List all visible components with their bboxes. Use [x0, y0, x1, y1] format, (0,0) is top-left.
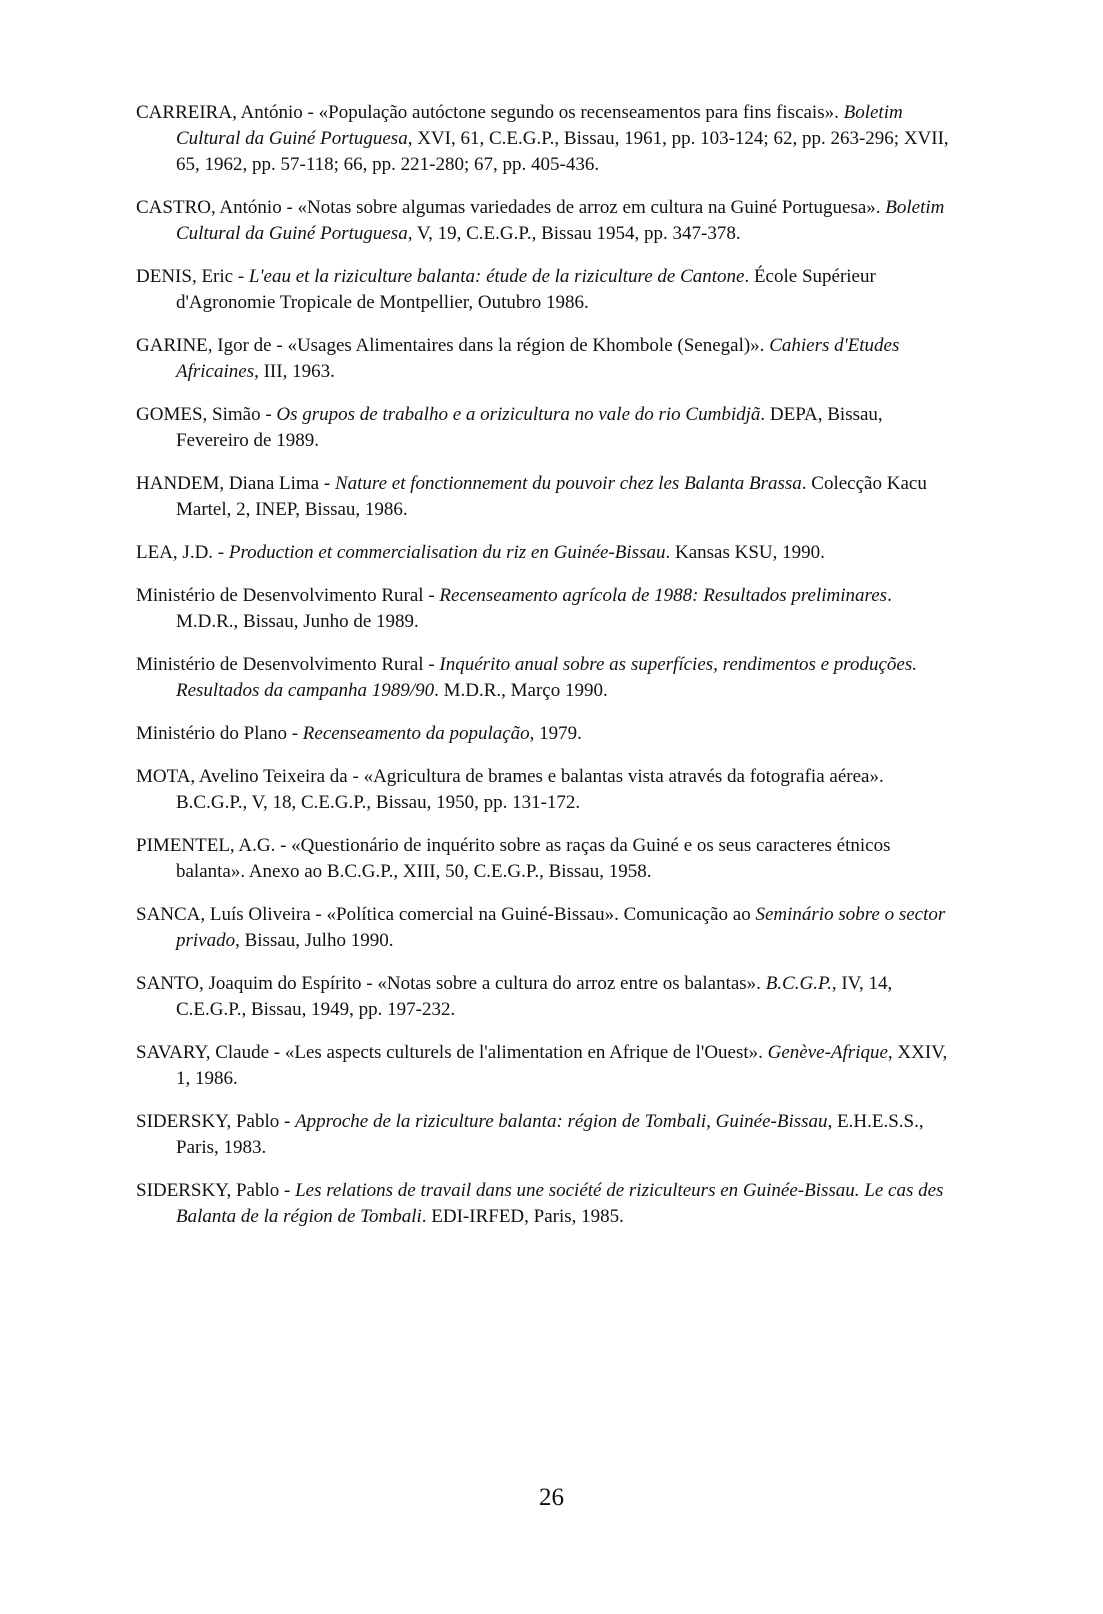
entry-author: SIDERSKY, Pablo -: [136, 1180, 296, 1201]
entry-author: LEA, J.D. -: [136, 542, 229, 563]
bibliography-entry: [136, 402, 956, 454]
entry-details: , Bissau, Julho 1990.: [235, 930, 394, 951]
entry-author: CASTRO, António -: [136, 197, 298, 218]
entry-author: SAVARY, Claude -: [136, 1042, 285, 1063]
entry-details: . M.D.R., Bissau, Junho de 1989.: [176, 585, 892, 632]
entry-title: Nature et fonctionnement du pouvoir chez les Balanta Brassa: [334, 473, 802, 494]
entry-details: , V, 19, C.E.G.P., Bissau 1954, pp. 347-378.: [407, 223, 741, 244]
entry-details: . École Supérieur d'Agronomie Tropicale de Montpellier, Outubro 1986.: [176, 266, 876, 313]
entry-author: HANDEM, Diana Lima -: [136, 473, 335, 494]
entry-details: . Kansas KSU, 1990.: [665, 542, 825, 563]
entry-details: , 1979.: [529, 723, 582, 744]
entry-details: , XVI, 61, C.E.G.P., Bissau, 1961, pp. 103-124; 62, pp. 263-296; XVII, 65, 1962, pp. 57-118; 66, pp. 221-280; 67, pp. 405-436.: [176, 128, 949, 175]
entry-title: Recenseamento da população: [302, 723, 530, 744]
bibliography-entry: [136, 264, 956, 316]
entry-details: . DEPA, Bissau, Fevereiro de 1989.: [176, 404, 883, 451]
entry-details: . Colecção Kacu Martel, 2, INEP, Bissau, 1986.: [176, 473, 927, 520]
entry-text: «Política comercial na Guiné-Bissau». Comunicação ao: [326, 904, 756, 925]
entry-title: Recenseamento agrícola de 1988: Resultados preliminares: [439, 585, 888, 606]
entry-details: , E.H.E.S.S., Paris, 1983.: [176, 1111, 924, 1158]
entry-text: «Questionário de inquérito sobre as raças da Guiné e os seus caracteres étnicos balanta». Anexo ao B.C.G.P., XIII, 50, C.E.G.P., Bissau, 1958.: [176, 835, 891, 882]
entry-author: CARREIRA, António -: [136, 102, 319, 123]
entry-title: Os grupos de trabalho e a orizicultura no vale do rio Cumbidjã: [276, 404, 761, 425]
entry-author: DENIS, Eric -: [136, 266, 249, 287]
entry-author: GARINE, Igor de -: [136, 335, 288, 356]
entry-author: SANCA, Luís Oliveira -: [136, 904, 327, 925]
bibliography-entry: [136, 195, 956, 247]
entry-author: SANTO, Joaquim do Espírito -: [136, 973, 378, 994]
entry-author: SIDERSKY, Pablo -: [136, 1111, 296, 1132]
entry-title: Boletim Cultural da Guiné Portuguesa: [176, 102, 903, 149]
bibliography-entry: [136, 1178, 956, 1230]
entry-title: Production et commercialisation du riz en Guinée-Bissau: [228, 542, 666, 563]
entry-author: MOTA, Avelino Teixeira da -: [136, 766, 364, 787]
entry-details: , IV, 14, C.E.G.P., Bissau, 1949, pp. 197-232.: [176, 973, 893, 1020]
entry-text: «Usages Alimentaires dans la région de Khombole (Senegal)».: [287, 335, 770, 356]
bibliography-entry: [136, 833, 956, 885]
bibliography-entry: [136, 471, 956, 523]
bibliography-entry: [136, 652, 956, 704]
entry-author: PIMENTEL, A.G. -: [136, 835, 292, 856]
entry-text: «Notas sobre algumas variedades de arroz em cultura na Guiné Portuguesa».: [297, 197, 886, 218]
entry-title: Approche de la riziculture balanta: région de Tombali, Guinée-Bissau: [295, 1111, 828, 1132]
entry-text: «Les aspects culturels de l'alimentation en Afrique de l'Ouest».: [284, 1042, 768, 1063]
entry-text: «Notas sobre a cultura do arroz entre os balantas».: [377, 973, 766, 994]
bibliography-list: [136, 100, 956, 1247]
entry-title: Inquérito anual sobre as superfícies, rendimentos e produções. Resultados da campanha 1989/90: [176, 654, 918, 701]
entry-details: . EDI-IRFED, Paris, 1985.: [421, 1206, 624, 1227]
entry-title: Seminário sobre o sector privado: [176, 904, 946, 951]
entry-author: Ministério de Desenvolvimento Rural -: [136, 654, 440, 675]
bibliography-entry: [136, 583, 956, 635]
entry-title: Cahiers d'Etudes Africaines: [176, 335, 900, 382]
entry-title: L'eau et la riziculture balanta: étude de la riziculture de Cantone: [248, 266, 745, 287]
bibliography-entry: [136, 1040, 956, 1092]
entry-text: «Agricultura de brames e balantas vista através da fotografia aérea». B.C.G.P., V, 18, C.E.G.P., Bissau, 1950, pp. 131-172.: [176, 766, 884, 813]
page-number: 26: [539, 1484, 564, 1511]
entry-author: Ministério de Desenvolvimento Rural -: [136, 585, 440, 606]
entry-author: GOMES, Simão -: [136, 404, 277, 425]
bibliography-entry: [136, 100, 956, 178]
entry-title: Boletim Cultural da Guiné Portuguesa: [176, 197, 945, 244]
bibliography-entry: [136, 721, 956, 747]
entry-details: , III, 1963.: [254, 361, 335, 382]
entry-details: , XXIV, 1, 1986.: [176, 1042, 948, 1089]
bibliography-entry: [136, 333, 956, 385]
bibliography-entry: [136, 764, 956, 816]
bibliography-entry: [136, 540, 956, 566]
bibliography-entry: [136, 1109, 956, 1161]
bibliography-entry: [136, 902, 956, 954]
bibliography-entry: [136, 971, 956, 1023]
entry-title: Genève-Afrique: [767, 1042, 888, 1063]
entry-author: Ministério do Plano -: [136, 723, 303, 744]
entry-title: B.C.G.P.: [765, 973, 832, 994]
entry-title: Les relations de travail dans une société de riziculteurs en Guinée-Bissau. Le cas des Balanta de la région de Tombali: [176, 1180, 944, 1227]
entry-details: . M.D.R., Março 1990.: [434, 680, 608, 701]
entry-text: «População autóctone segundo os recenseamentos para fins fiscais».: [318, 102, 844, 123]
